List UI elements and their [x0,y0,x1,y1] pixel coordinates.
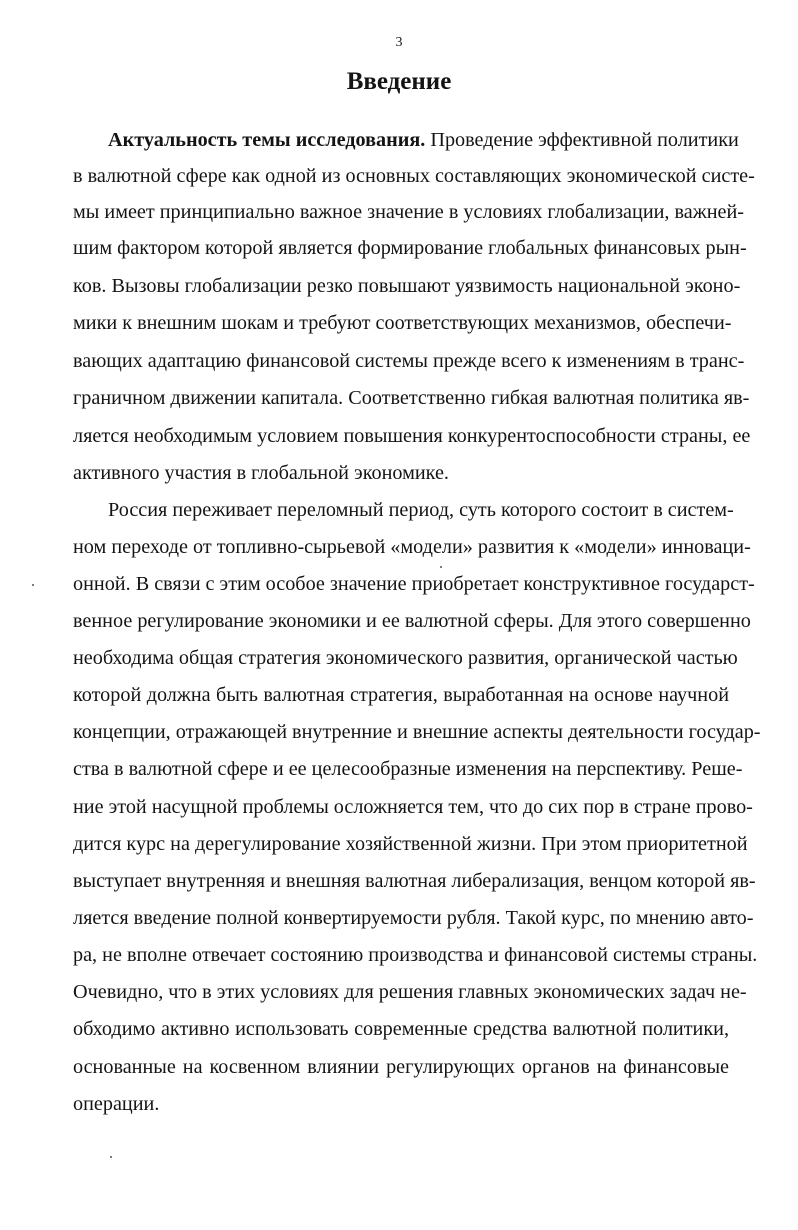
paragraph-line: венное регулирование экономики и ее валютной сферы. Для этого совершенно [73,610,751,632]
paragraph-line-last: активного участия в глобальной экономике. [73,462,449,484]
paragraph-line: ном переходе от топливно-сырьевой «модели» развития к «модели» инноваци- [73,536,751,558]
paragraph-line-last: операции. [73,1093,160,1115]
paragraph-line: которой должна быть валютная стратегия, выработанная на основе научной [73,684,729,706]
page-title: Введение [346,68,452,95]
paragraph-line: граничном движении капитала. Соответственно гибкая валютная политика яв- [73,387,750,409]
scan-speck [440,566,442,568]
paragraph-line: ства в валютной сфере и ее целесообразные изменения на перспективу. Реше- [73,758,743,780]
paragraph-line: дится курс на дерегулирование хозяйственной жизни. При этом приоритетной [73,833,748,855]
paragraph-line: Россия переживает переломный период, суть которого состоит в систем- [108,499,734,521]
paragraph-line: онной. В связи с этим особое значение приобретает конструктивное государст- [73,573,755,595]
paragraph-line: вающих адаптацию финансовой системы прежде всего к изменениям в транс- [73,350,745,372]
paragraph-line: ние этой насущной проблемы осложняется тем, что до сих пор в стране прово- [73,796,753,818]
paragraph-line: ляется введение полной конвертируемости рубля. Такой курс, по мнению авто- [73,907,754,929]
paragraph-line: основанные на косвенном влиянии регулирующих органов на финансовые [73,1056,729,1078]
paragraph-line: необходима общая стратегия экономического развития, органической частью [73,647,738,669]
paragraph-line: ляется необходимым условием повышения конкурентоспособности страны, ее [73,425,751,447]
paragraph-line: Очевидно, что в этих условиях для решения главных экономических задач не- [73,981,747,1003]
scan-speck [110,1156,112,1158]
paragraph-line: шим фактором которой является формирование глобальных финансовых рын- [73,237,747,259]
paragraph-line: мы имеет принципиально важное значение в условиях глобализации, важней- [73,201,744,223]
paragraph-line: концепции, отражающей внутренние и внешние аспекты деятельности государ- [73,721,761,743]
paragraph-line-text: Проведение эффективной политики [425,129,739,151]
paragraph-line: в валютной сфере как одной из основных составляющих экономической систе- [73,165,755,187]
paragraph-lead: Актуальность темы исследования. [108,129,426,151]
paragraph-line: обходимо активно использовать современные средства валютной политики, [73,1018,729,1040]
paragraph-line: ра, не вполне отвечает состоянию производства и финансовой системы страны. [73,944,758,966]
paragraph-line: мики к внешним шокам и требуют соответствующих механизмов, обеспечи- [73,312,732,334]
page-number: 3 [395,35,403,50]
scan-speck [32,584,34,586]
paragraph-line: ков. Вызовы глобализации резко повышают уязвимость национальной эконо- [73,275,741,297]
paragraph-line: выступает внутренняя и внешняя валютная либерализация, венцом которой яв- [73,870,756,892]
paragraph-line [108,122,739,158]
